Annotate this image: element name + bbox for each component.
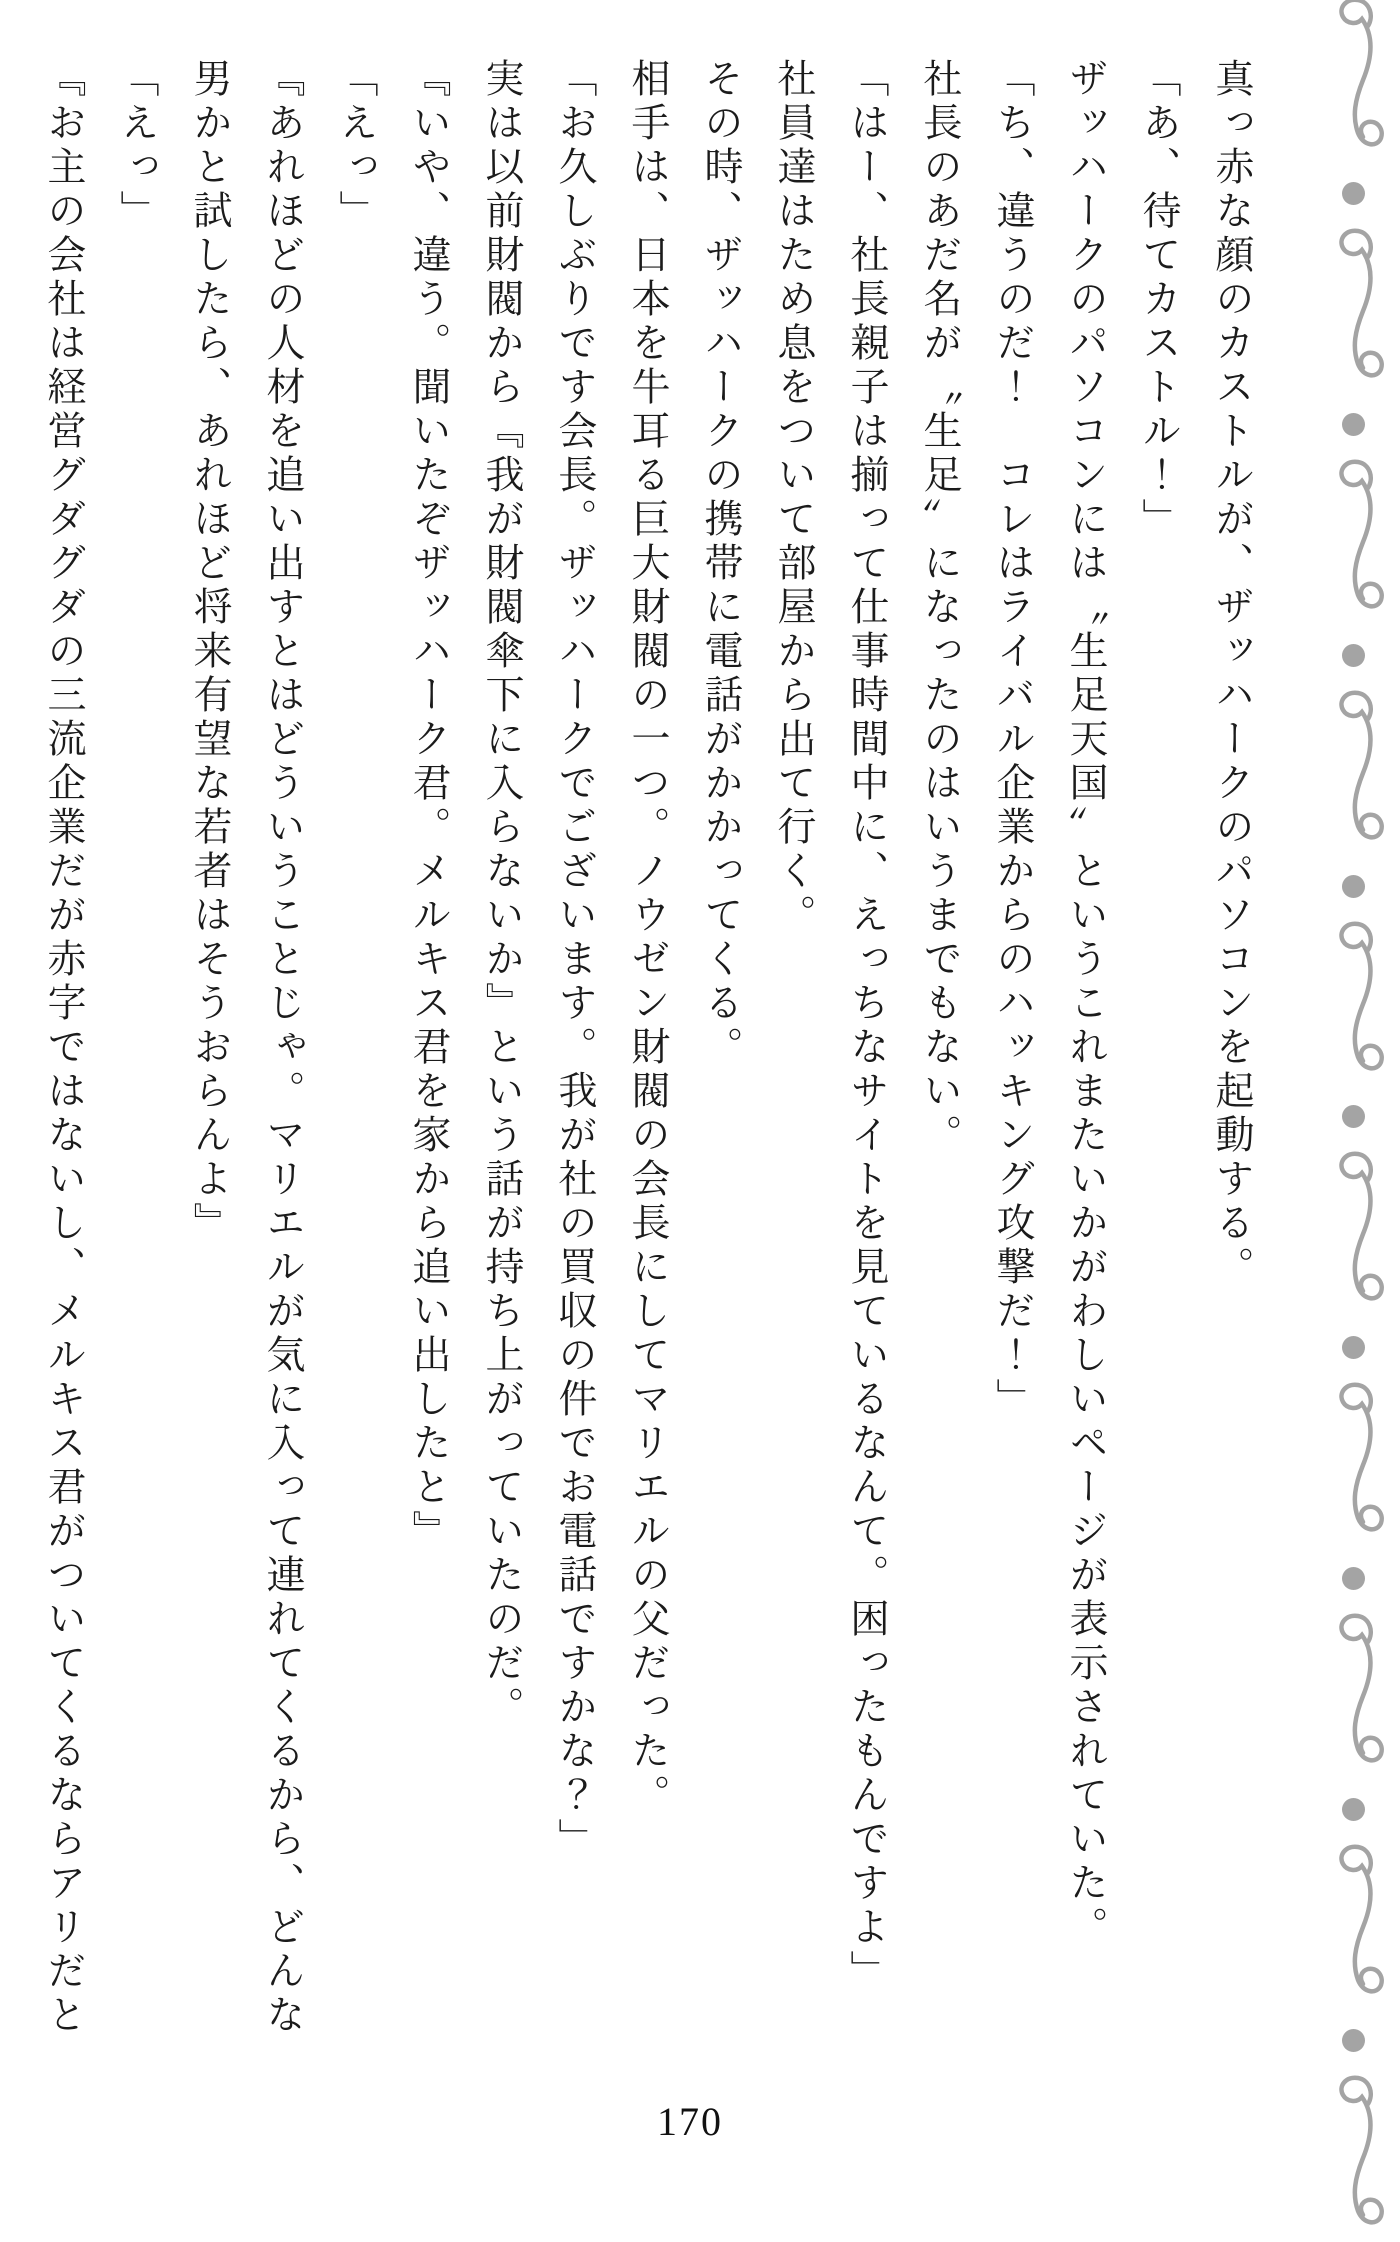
text-block xyxy=(27,58,1268,2050)
dot-ornament-icon xyxy=(1342,2029,1365,2052)
page-number: 170 xyxy=(657,2099,723,2144)
paragraph: 『いや、違う。聞いたぞザッハーク君。メルキス君を家から追い出したと』 xyxy=(407,58,450,1554)
paragraph: 真っ赤な顔のカストルが、ザッハークのパソコンを起動する。 xyxy=(1210,58,1253,1290)
swirl-ornament-icon xyxy=(1322,1608,1384,1780)
paragraph: 社長のあだ名が〝生足〟になったのはいうまでもない。 xyxy=(918,58,961,1158)
paragraph: 「はー、社長親子は揃って仕事時間中に、えっちなサイトを見ているなんて。困ったもんですよ」 xyxy=(845,58,888,1994)
dot-ornament-icon xyxy=(1342,644,1365,667)
dot-ornament-icon xyxy=(1342,1567,1365,1590)
paragraph: 『あれほどの人材を追い出すとはどういうことじゃ。マリエルが気に入って連れてくるから、どんな男かと試したら、あれほど将来有望な若者はそうおらんよ』 xyxy=(188,58,304,2038)
swirl-ornament-icon xyxy=(1322,0,1384,164)
paragraph: 「お久しぶりです会長。ザッハークでございます。我が社の買収の件でお電話ですかな？」 xyxy=(553,58,596,1862)
swirl-ornament-icon xyxy=(1322,2070,1384,2242)
swirl-ornament-icon xyxy=(1322,916,1384,1088)
paragraph: 実は以前財閥から『我が財閥傘下に入らないか』という話が持ち上がっていたのだ。 xyxy=(480,58,523,1730)
paragraph: その時、ザッハークの携帯に電話がかかってくる。 xyxy=(699,58,742,1070)
swirl-ornament-icon xyxy=(1322,1377,1384,1549)
paragraph: 社員達はため息をついて部屋から出て行く。 xyxy=(772,58,815,938)
paragraph: 「えっ」 xyxy=(334,58,377,234)
paragraph: 「えっ」 xyxy=(115,58,158,234)
paragraph: 「ち、違うのだ！ コレはライバル企業からのハッキング攻撃だ！」 xyxy=(991,58,1034,1422)
swirl-ornament-icon xyxy=(1322,1839,1384,2011)
paragraph: 相手は、日本を牛耳る巨大財閥の一つ。ノウゼン財閥の会長にしてマリエルの父だった。 xyxy=(626,58,669,1818)
dot-ornament-icon xyxy=(1342,1798,1365,1821)
swirl-ornament-icon xyxy=(1322,1146,1384,1318)
swirl-ornament-icon xyxy=(1322,685,1384,857)
paragraph: ザッハークのパソコンには〝生足天国〟というこれまたいかがわしいページが表示されていた。 xyxy=(1064,58,1107,1950)
swirl-ornament-icon xyxy=(1322,454,1384,626)
ornament-border xyxy=(1314,0,1392,2242)
swirl-ornament-icon xyxy=(1322,223,1384,395)
paragraph: 「あ、待てカストル！」 xyxy=(1137,58,1180,542)
dot-ornament-icon xyxy=(1342,182,1365,205)
dot-ornament-icon xyxy=(1342,1105,1365,1128)
paragraph: 『お主の会社は経営グダグダの三流企業だが赤字ではないし、メルキス君がついてくるならアリだと xyxy=(42,58,85,2038)
dot-ornament-icon xyxy=(1342,413,1365,436)
dot-ornament-icon xyxy=(1342,1336,1365,1359)
dot-ornament-icon xyxy=(1342,875,1365,898)
